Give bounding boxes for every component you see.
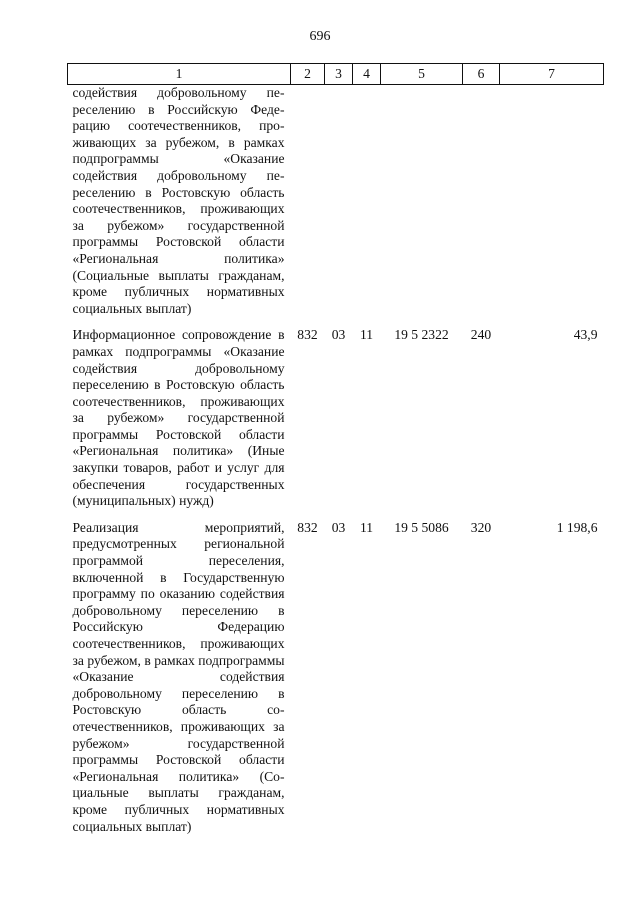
column-header-1: 1 bbox=[68, 64, 291, 85]
row-amount bbox=[500, 85, 604, 318]
table-row bbox=[68, 317, 604, 510]
row-expense-type: 320 bbox=[470, 519, 492, 535]
row-subsection: 11 bbox=[359, 327, 374, 343]
column-header-2: 2 bbox=[291, 64, 325, 85]
row-section: 03 bbox=[331, 519, 346, 535]
row-target: 19 5 5086 bbox=[394, 519, 449, 535]
row-ministry: 832 bbox=[297, 327, 318, 343]
budget-table bbox=[67, 63, 604, 835]
row-expense-type bbox=[463, 85, 500, 318]
row-expense-type: 240 bbox=[470, 327, 492, 343]
row-name: содействия добровольному переселению в Российскую Федерацию соотечественников, проживающих за рубежом, в рамках подпрограммы «Оказание содействия добровольному переселению в Ростовскую область соотечественников, проживающих за рубежом» государственной программы Ростовской области «Региональная политика» (Социальные выплаты гражданам, кроме публичных нормативных социальных выплат) bbox=[72, 85, 285, 316]
row-name: Реализация мероприятий, предусмотренных региональной программой переселения, включенной в Государственную программу по оказанию содействия добровольному переселению в Российскую Федерацию соотечественников, проживающих за рубежом, в рамках подпрограммы «Оказание содействия добровольному переселению в Ростовскую область соотечественников, проживающих за рубежом» государственной программы Ростовской области «Региональная политика» (Социальные выплаты гражданам, кроме публичных нормативных социальных выплат) bbox=[72, 519, 285, 834]
row-name: Информационное сопровождение в рамках подпрограммы «Оказание содействия добровольному переселению в Ростовскую область соотечественников, проживающих за рубежом» государственной программы Ростовской области «Региональная политика» (Иные закупки товаров, работ и услуг для обеспечения государственных (муниципальных) нужд) bbox=[72, 327, 285, 509]
column-header-6: 6 bbox=[463, 64, 500, 85]
row-section: 03 bbox=[331, 327, 346, 343]
row-subsection bbox=[353, 85, 381, 318]
table-header-row bbox=[68, 64, 604, 85]
row-target bbox=[381, 85, 463, 318]
column-header-4: 4 bbox=[353, 64, 381, 85]
table-row bbox=[68, 510, 604, 835]
column-header-7: 7 bbox=[500, 64, 604, 85]
row-section bbox=[325, 85, 353, 318]
row-target: 19 5 2322 bbox=[394, 327, 449, 343]
row-amount: 43,9 bbox=[573, 327, 598, 343]
row-amount: 1 198,6 bbox=[556, 519, 598, 535]
table-row bbox=[68, 85, 604, 318]
page-number: 696 bbox=[309, 29, 331, 44]
row-ministry: 832 bbox=[297, 519, 318, 535]
column-header-3: 3 bbox=[325, 64, 353, 85]
column-header-5: 5 bbox=[381, 64, 463, 85]
row-ministry bbox=[291, 85, 325, 318]
row-subsection: 11 bbox=[359, 519, 374, 535]
